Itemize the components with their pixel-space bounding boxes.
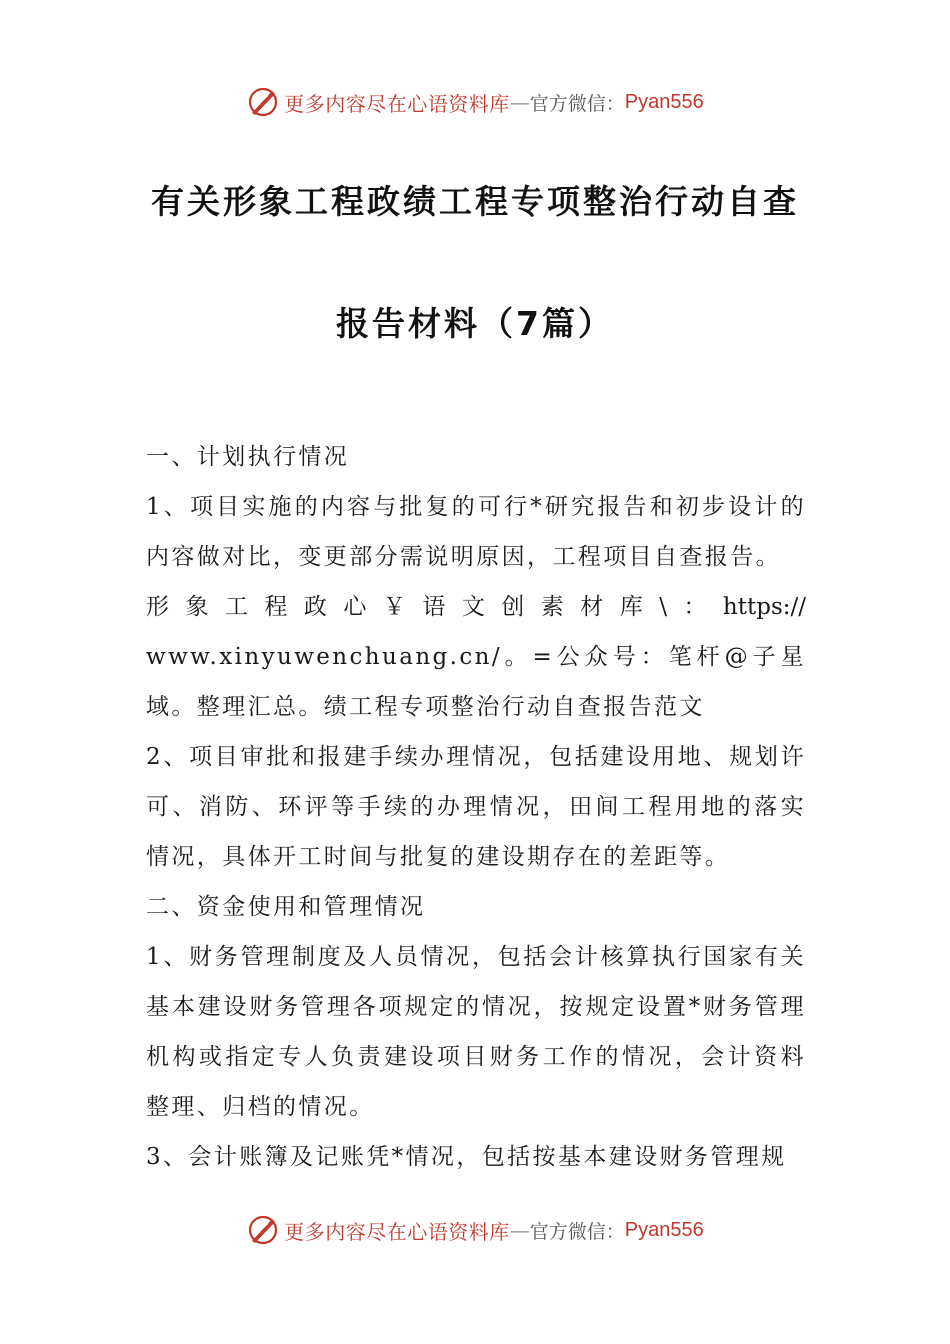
paragraph-approval-procedures: 2、项目审批和报建手续办理情况，包括建设用地、规划许可、消防、环评等手续的办理情况，田间工程用地的落实情况，具体开工时间与批复的建设期存在的差距等。 xyxy=(146,744,806,870)
paragraph-source-line: 形象工程政心￥语文创素材库\：https:// xyxy=(146,594,806,620)
footer-label: 官方微信： xyxy=(529,1220,625,1243)
paragraph-financial-management: 1、财务管理制度及人员情况，包括会计核算执行国家有关基本建设财务管理各项规定的情况，按规定设置*财务管理机构或指定专人负责建设项目财务工作的情况，会计资料整理、归档的情况。 xyxy=(146,944,806,1120)
banner-label: 官方微信： xyxy=(529,92,625,115)
paragraph-source-continued: www.xinyuwenchuang.cn/。=公众号：笔杆@子星域。整理汇总。绩工程专项整治行动自查报告范文 xyxy=(146,644,806,720)
document-title-line-2: 报告材料（7篇） xyxy=(336,304,614,343)
banner-site-name: 更多内容尽在心语资料库 xyxy=(284,91,510,116)
paragraph-accounting-books: 3、会计账簿及记账凭*情况，包括按基本建设财务管理规 xyxy=(146,1144,787,1170)
document-title-line-1: 有关形象工程政绩工程专项整治行动自查 xyxy=(151,182,799,221)
footer-banner xyxy=(0,1210,950,1250)
footer-wechat-id: Pyan556 xyxy=(624,1218,704,1241)
quill-logo-icon xyxy=(246,85,280,119)
section-heading-plan: 一、计划执行情况 xyxy=(146,444,350,470)
header-banner xyxy=(0,82,950,122)
banner-wechat-id: Pyan556 xyxy=(624,90,704,113)
paragraph-project-content: 1、项目实施的内容与批复的可行*研究报告和初步设计的内容做对比，变更部分需说明原因，工程项目自查报告。 xyxy=(146,494,806,570)
footer-dash: — xyxy=(509,1218,530,1242)
section-heading-funds: 二、资金使用和管理情况 xyxy=(146,894,426,920)
footer-site-name: 更多内容尽在心语资料库 xyxy=(284,1219,510,1244)
quill-logo-icon xyxy=(246,1213,280,1247)
document-body xyxy=(146,432,806,1182)
banner-dash: — xyxy=(509,90,530,114)
